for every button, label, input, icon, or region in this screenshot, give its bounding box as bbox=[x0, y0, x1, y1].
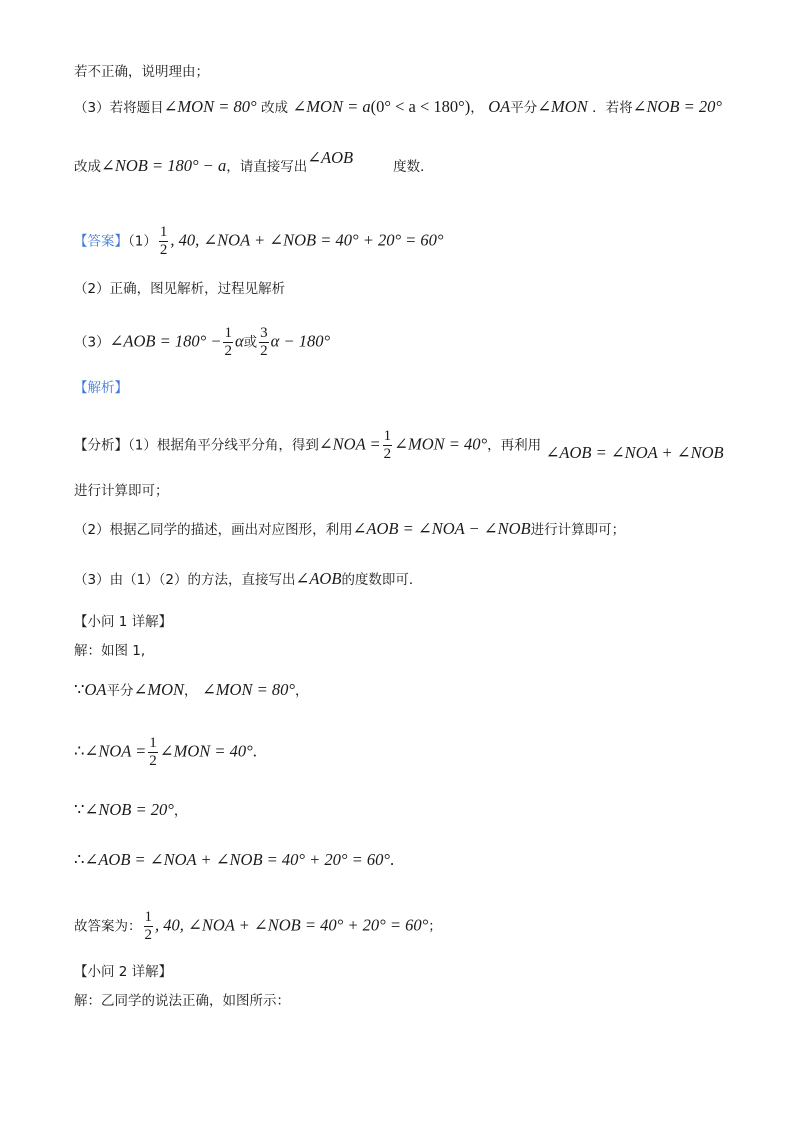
fraction-half-5: $\frac{1}{2}$ bbox=[144, 909, 152, 943]
analysis-2-text: （2）根据乙同学的描述，画出对应图形，利用 bbox=[74, 522, 353, 538]
math-nob-20-2: ∠NOB = 20° bbox=[84, 800, 174, 819]
or-text: 或 bbox=[243, 334, 258, 351]
step-4 bbox=[74, 850, 394, 871]
bisect-text: 平分 bbox=[510, 100, 538, 116]
analysis-3-end: 的度数即可． bbox=[341, 572, 423, 588]
comma-3: ， bbox=[294, 683, 309, 699]
sub-question-1-solution: 解：如图 1, bbox=[74, 643, 146, 659]
math-nob-20: ∠NOB = 20° bbox=[632, 97, 722, 116]
sub-question-1-heading: 【小问 1 详解】 bbox=[74, 614, 173, 630]
math-aob-diff: ∠AOB = ∠NOA − ∠NOB bbox=[352, 519, 531, 538]
answer-is-math: , 40, ∠NOA + ∠NOB = 40° + 20° = 60° bbox=[155, 915, 429, 935]
math-mon-40: ∠MON = 40° bbox=[394, 434, 488, 454]
analysis-line-1 bbox=[74, 428, 724, 463]
text-line-3 bbox=[74, 148, 434, 177]
period-2: . bbox=[389, 850, 395, 869]
step-3 bbox=[74, 800, 187, 821]
answer-is-text: 故答案为： bbox=[74, 918, 142, 935]
step-5 bbox=[74, 909, 442, 944]
sub-question-2-solution: 解：乙同学的说法正确，如图所示： bbox=[74, 993, 290, 1009]
comma-2: ， bbox=[184, 683, 198, 699]
period: . bbox=[252, 741, 257, 761]
alpha-1: α bbox=[234, 331, 244, 351]
because-symbol-2: ∵ bbox=[74, 800, 85, 819]
math-aob: ∠AOB bbox=[307, 148, 354, 167]
change-text: 改成 bbox=[261, 100, 289, 116]
step-2 bbox=[74, 735, 257, 770]
fraction-half-4: $\frac{1}{2}$ bbox=[149, 735, 157, 769]
sub-question-2-heading: 【小问 2 详解】 bbox=[74, 964, 173, 980]
fraction-three-halves: $\frac{3}{2}$ bbox=[260, 325, 268, 359]
because-symbol: ∵ bbox=[74, 680, 85, 699]
math-mon: ∠MON bbox=[537, 97, 588, 116]
math-aob-result: ∠AOB = ∠NOA + ∠NOB = 40° + 20° = 60° bbox=[84, 850, 390, 869]
comma-4: ， bbox=[173, 803, 188, 819]
math-oa: OA bbox=[488, 97, 511, 116]
analysis-heading bbox=[74, 378, 128, 398]
step-1 bbox=[74, 680, 308, 701]
analysis-line-3 bbox=[74, 519, 625, 540]
question-3-prefix: （3）若将题目 bbox=[74, 100, 164, 116]
therefore-symbol: ∴ bbox=[74, 741, 85, 761]
math-aob-2: ∠AOB bbox=[295, 569, 342, 588]
answer-3-index: （3） bbox=[74, 334, 110, 351]
answer-line-2: （2）正确，图见解析，过程见解析 bbox=[74, 281, 286, 297]
analysis-line-2: 进行计算即可； bbox=[74, 483, 169, 499]
semicolon: ； bbox=[428, 918, 442, 935]
analysis-text: 【分析】（1）根据角平分线平分角，得到 bbox=[74, 437, 319, 454]
analysis-2-end: 进行计算即可； bbox=[530, 522, 626, 538]
answer-tag: 【答案】 bbox=[74, 233, 128, 250]
math-range: (0° < a < 180°) bbox=[370, 97, 471, 116]
math-mon-a: ∠MON = a bbox=[292, 97, 371, 116]
therefore-symbol-2: ∴ bbox=[74, 850, 85, 869]
if-text: ．若将 bbox=[592, 100, 633, 116]
math-mon-80: ∠MON = 80° bbox=[163, 97, 257, 116]
math-mon-2: ∠MON bbox=[133, 680, 184, 699]
answer-3-math: ∠AOB = 180° − bbox=[109, 331, 222, 351]
comma: ， bbox=[470, 100, 484, 116]
math-mon-80-2: ∠MON = 80° bbox=[201, 680, 295, 699]
analysis-tag: 【解析】 bbox=[74, 380, 128, 396]
answer-line-3 bbox=[74, 325, 330, 360]
math-aob-sum: ∠AOB = ∠NOA + ∠NOB bbox=[545, 442, 724, 462]
fraction-half-2: $\frac{1}{2}$ bbox=[224, 325, 232, 359]
again-text: ，再利用 bbox=[487, 437, 542, 454]
analysis-line-4 bbox=[74, 569, 422, 590]
math-noa-2: ∠NOA = bbox=[84, 741, 147, 761]
text-line-2 bbox=[74, 97, 722, 118]
math-oa-2: OA bbox=[84, 680, 107, 699]
math-nob-180-a: ∠NOB = 180° − a bbox=[101, 156, 227, 175]
answer-1-math: , 40, ∠NOA + ∠NOB = 40° + 20° = 60° bbox=[170, 230, 444, 250]
degree-text: 度数． bbox=[393, 159, 434, 175]
change-text-2: 改成 bbox=[74, 159, 101, 175]
answer-3-tail: α − 180° bbox=[270, 331, 331, 351]
fraction-half-3: $\frac{1}{2}$ bbox=[383, 428, 392, 462]
math-noa: ∠NOA = bbox=[318, 434, 381, 454]
write-text: ，请直接写出 bbox=[226, 159, 308, 175]
analysis-3-text: （3）由（1）（2）的方法，直接写出 bbox=[74, 572, 296, 588]
answer-1-index: （1） bbox=[128, 233, 157, 250]
answer-line-1 bbox=[74, 224, 444, 259]
bisect-text-2: 平分 bbox=[106, 683, 134, 699]
text-line-1: 若不正确，说明理由； bbox=[74, 64, 209, 80]
math-mon-40-2: ∠MON = 40° bbox=[159, 741, 253, 761]
fraction-half: $\frac{1}{2}$ bbox=[159, 224, 168, 258]
